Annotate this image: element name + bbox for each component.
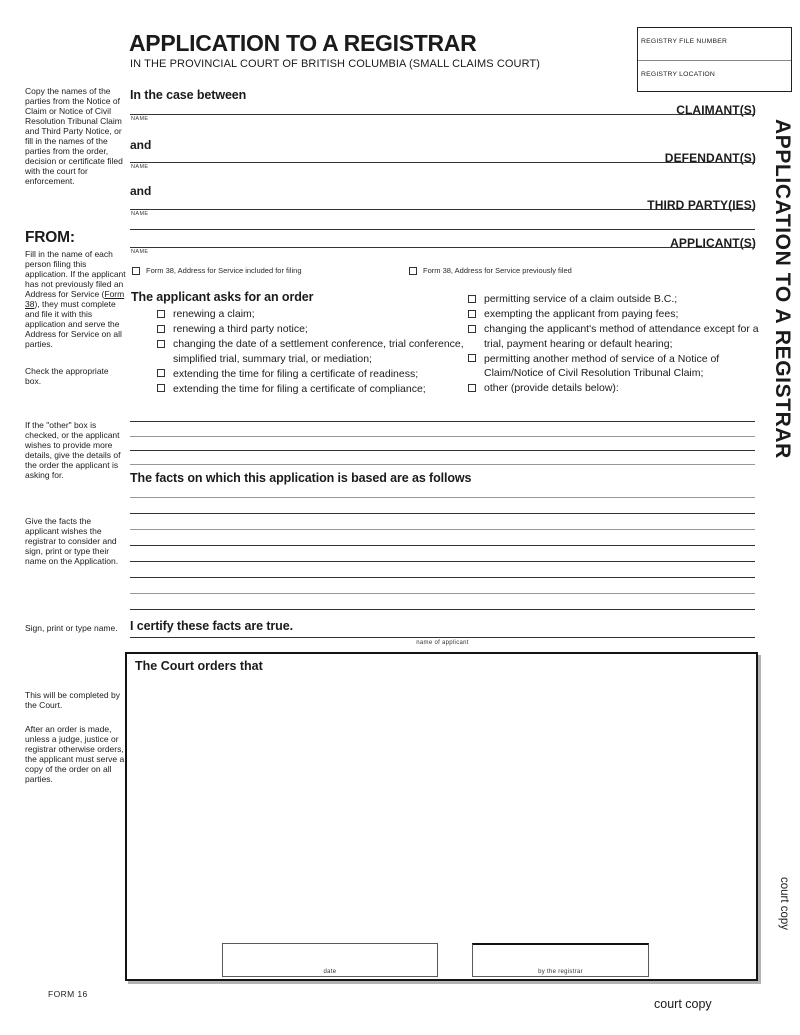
side-note-copy-names: Copy the names of the parties from the Notice of Claim or Notice of Civil Resolution Tribunal Claim and Third Party Notice, or fill in the names of the parties from the order, decision or certificate filed with the court for enforcement. xyxy=(25,86,123,187)
change-date-checkbox[interactable] xyxy=(157,340,165,348)
details-line-4[interactable] xyxy=(130,464,755,465)
date-caption: date xyxy=(323,969,337,975)
extend-readiness-label: extending the time for filing a certificate of readiness; xyxy=(173,367,419,380)
facts-heading: The facts on which this application is based are as follows xyxy=(130,471,472,485)
side-note-after-order: After an order is made, unless a judge, justice or registrar otherwise orders, the applicant must serve a copy of the order on all parties. xyxy=(25,724,125,785)
claimant-label: CLAIMANT(S) xyxy=(676,103,756,117)
defendant-name-tag: NAME xyxy=(131,164,149,170)
side-note-from-heading: FROM: xyxy=(25,229,75,246)
registrar-signature-box[interactable] xyxy=(472,943,649,977)
extend-compliance-label: extending the time for filing a certificate of compliance; xyxy=(173,382,426,395)
form38-included-label: Form 38, Address for Service included for filing xyxy=(146,266,302,275)
option-change-date xyxy=(157,337,467,365)
third-party-label: THIRD PARTY(IES) xyxy=(647,198,756,212)
registry-location-field[interactable] xyxy=(638,60,791,92)
form38-previously-filed-label: Form 38, Address for Service previously filed xyxy=(423,266,572,275)
option-extend-compliance xyxy=(157,382,467,396)
form-38-link[interactable]: Form 38 xyxy=(25,289,125,310)
registrar-caption: by the registrar xyxy=(538,969,583,975)
defendant-name-line[interactable] xyxy=(130,162,755,163)
from-body-pre: Fill in the name of each person filing this application. If the applicant has not previously filed an Address for Service ( xyxy=(25,249,126,300)
date-box[interactable] xyxy=(222,943,438,977)
other-checkbox[interactable] xyxy=(468,384,476,392)
from-body-post: ), they must complete and file it with this application and serve the Address for Service on all parties. xyxy=(25,299,122,350)
renew-claim-label: renewing a claim; xyxy=(173,308,255,320)
claimant-name-line[interactable] xyxy=(130,114,755,115)
details-line-1[interactable] xyxy=(130,421,755,422)
form-number: FORM 16 xyxy=(48,989,88,999)
renew-third-party-notice-checkbox[interactable] xyxy=(157,325,165,333)
third-party-name-line[interactable] xyxy=(130,209,755,210)
facts-line-8[interactable] xyxy=(130,609,755,610)
certify-statement: I certify these facts are true. xyxy=(130,619,293,633)
order-options-right xyxy=(468,292,761,396)
order-options-left xyxy=(157,307,467,397)
facts-line-6[interactable] xyxy=(130,577,755,578)
facts-line-5[interactable] xyxy=(130,561,755,562)
extra-name-line[interactable] xyxy=(130,229,755,230)
extend-compliance-checkbox[interactable] xyxy=(157,384,165,392)
exempt-fees-label: exempting the applicant from paying fees; xyxy=(484,308,679,321)
facts-line-2[interactable] xyxy=(130,513,755,514)
change-attendance-label: changing the applicant's method of attendance except for a trial, payment hearing or default hearing; xyxy=(484,323,759,350)
in-the-case-between-heading: In the case between xyxy=(130,88,247,102)
change-attendance-checkbox[interactable] xyxy=(468,325,476,333)
service-outside-bc-checkbox[interactable] xyxy=(468,295,476,303)
court-order-box xyxy=(125,652,758,981)
court-orders-heading: The Court orders that xyxy=(135,659,263,673)
side-note-sign-name: Sign, print or type name. xyxy=(25,623,118,633)
applicant-signature-line[interactable] xyxy=(130,637,755,638)
form38-included-option xyxy=(132,266,302,275)
other-label: other (provide details below): xyxy=(484,382,619,395)
form38-previously-filed-checkbox[interactable] xyxy=(409,267,417,275)
side-note-give-facts: Give the facts the applicant wishes the registrar to consider and sign, print or type their name on the Application. xyxy=(25,516,119,567)
side-note-completed-by-court: This will be completed by the Court. xyxy=(25,690,120,711)
option-another-service-method xyxy=(468,352,761,380)
service-outside-bc-label: permitting service of a claim outside B.C.; xyxy=(484,293,678,305)
court-copy-label: court copy xyxy=(654,997,712,1011)
facts-line-1[interactable] xyxy=(130,497,755,498)
renew-third-party-notice-label: renewing a third party notice; xyxy=(173,323,308,336)
option-change-attendance xyxy=(468,322,761,350)
form38-previously-filed-option xyxy=(409,266,572,275)
registry-box xyxy=(637,27,792,92)
exempt-fees-checkbox[interactable] xyxy=(468,310,476,318)
vertical-court-copy-label: court copy xyxy=(778,877,790,931)
facts-line-3[interactable] xyxy=(130,529,755,530)
form-subtitle: IN THE PROVINCIAL COURT OF BRITISH COLUMBIA (SMALL CLAIMS COURT) xyxy=(130,58,541,70)
option-exempt-fees xyxy=(468,307,761,321)
and-label-2: and xyxy=(130,184,152,198)
facts-line-7[interactable] xyxy=(130,593,755,594)
order-section-heading: The applicant asks for an order xyxy=(131,290,314,304)
another-service-method-label: permitting another method of service of a Notice of Claim/Notice of Civil Resolution Tribunal Claim; xyxy=(484,352,720,379)
applicant-name-tag: NAME xyxy=(131,249,149,255)
third-party-name-tag: NAME xyxy=(131,211,149,217)
vertical-form-title: APPLICATION TO A REGISTRAR xyxy=(771,119,794,459)
registry-file-number-field[interactable] xyxy=(638,28,791,60)
option-extend-readiness xyxy=(157,367,467,381)
applicant-label: APPLICANT(S) xyxy=(670,236,756,250)
details-line-2[interactable] xyxy=(130,436,755,437)
option-renew-claim xyxy=(157,307,467,321)
side-note-other-details: If the "other" box is checked, or the applicant wishes to provide more details, give the details of the order the applicant is asking for. xyxy=(25,420,121,481)
applicant-name-line[interactable] xyxy=(130,247,755,248)
side-note-from-body xyxy=(25,249,127,349)
registry-file-number-label: REGISTRY FILE NUMBER xyxy=(641,38,728,45)
registry-location-label: REGISTRY LOCATION xyxy=(641,71,716,78)
option-renew-third-party-notice xyxy=(157,322,467,336)
defendant-label: DEFENDANT(S) xyxy=(664,151,756,165)
renew-claim-checkbox[interactable] xyxy=(157,310,165,318)
side-note-check-box: Check the appropriate box. xyxy=(25,366,109,387)
extend-readiness-checkbox[interactable] xyxy=(157,369,165,377)
change-date-label: changing the date of a settlement conference, trial conference, simplified trial, summary trial, or mediation; xyxy=(173,338,464,365)
claimant-name-tag: NAME xyxy=(131,116,149,122)
and-label-1: and xyxy=(130,138,152,152)
signature-caption: name of applicant xyxy=(416,640,469,646)
details-line-3[interactable] xyxy=(130,450,755,451)
form-title: APPLICATION TO A REGISTRAR xyxy=(129,30,477,56)
another-service-method-checkbox[interactable] xyxy=(468,354,476,362)
facts-line-4[interactable] xyxy=(130,545,755,546)
form38-included-checkbox[interactable] xyxy=(132,267,140,275)
option-other xyxy=(468,381,761,395)
option-service-outside-bc xyxy=(468,292,761,306)
